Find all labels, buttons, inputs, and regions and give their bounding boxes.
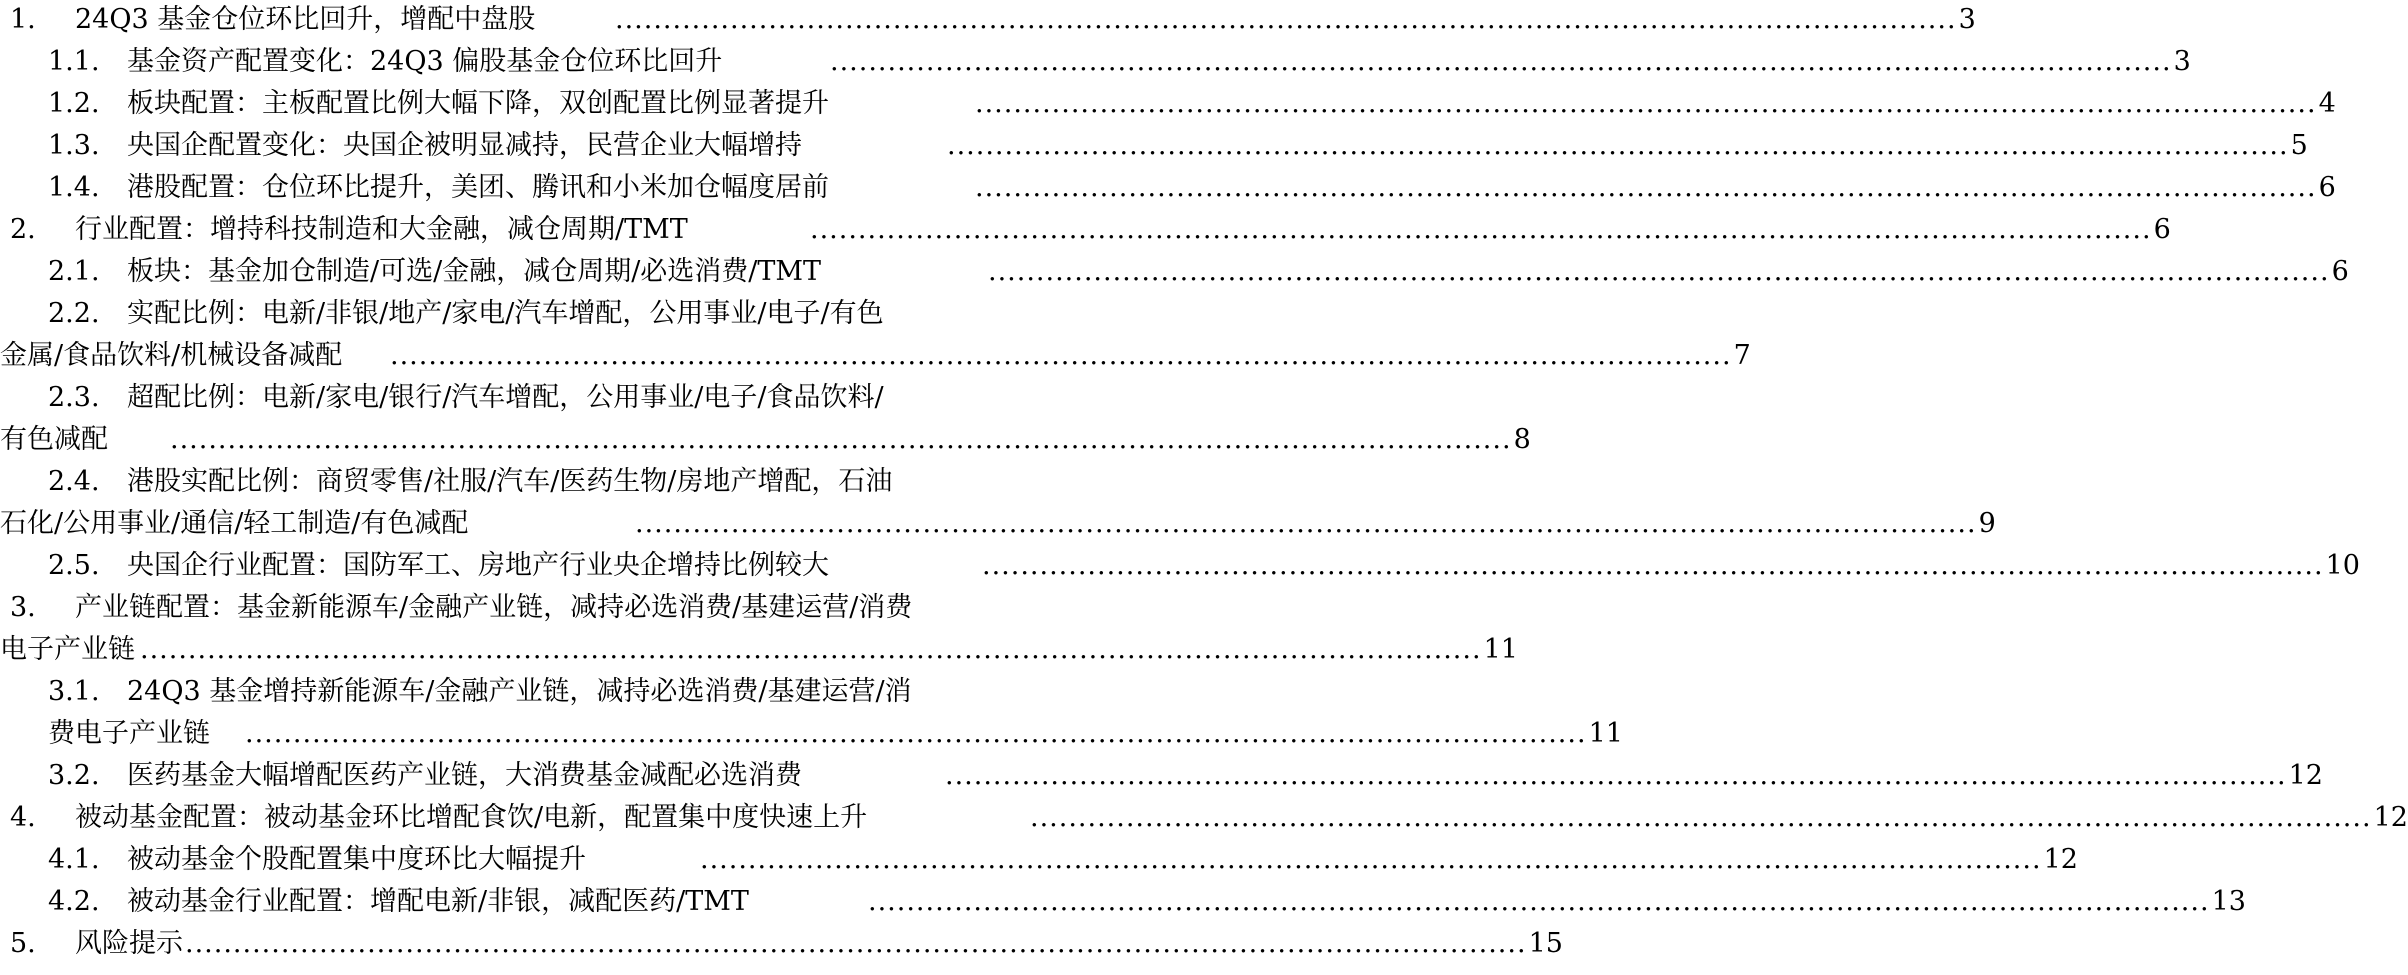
toc-title: 基金资产配置变化：24Q3 偏股基金仓位环比回升 [127, 46, 723, 77]
toc-leader-dots: ............................................................................................................................................ [988, 256, 2330, 287]
toc-entry-1-2[interactable] [0, 86, 2336, 122]
toc-leader-dots: ............................................................................................................................................ [170, 424, 1512, 455]
toc-number: 3.2. [48, 760, 100, 791]
toc-number: 1.2. [48, 88, 100, 119]
toc-title: 医药基金大幅增配医药产业链，大消费基金减配必选消费 [127, 760, 802, 791]
toc-entry-2-3[interactable] [0, 380, 1531, 458]
toc-leader-dots: ............................................................................................................................................ [1030, 802, 2372, 833]
toc-page-number: 4 [2318, 88, 2336, 119]
toc-number: 5. [10, 928, 36, 959]
toc-title: 被动基金行业配置：增配电新/非银，减配医药/TMT [127, 886, 749, 917]
toc-page-number: 12 [2288, 760, 2323, 791]
toc-number: 1.4. [48, 172, 100, 203]
toc-leader-dots: ............................................................................................................................................ [947, 130, 2289, 161]
toc-leader-dots: ............................................................................................................................................ [810, 214, 2152, 245]
toc-page-number: 8 [1513, 424, 1531, 455]
toc-entry-2-4[interactable] [0, 464, 1996, 542]
toc-number: 2.2. [48, 298, 100, 329]
toc-title: 24Q3 基金仓位环比回升，增配中盘股 [75, 4, 536, 35]
toc-entry-3-2[interactable] [0, 758, 2323, 794]
toc-number: 4. [10, 802, 36, 833]
toc-entry-2-2[interactable] [0, 296, 1751, 374]
toc-entry-4[interactable] [0, 800, 2408, 836]
toc-title: 央国企行业配置：国防军工、房地产行业央企增持比例较大 [127, 550, 829, 581]
toc-page-number: 11 [1588, 718, 1623, 749]
toc-number: 1.3. [48, 130, 100, 161]
toc-page-number: 7 [1733, 340, 1751, 371]
toc-leader-dots: ............................................................................................................................................ [245, 718, 1587, 749]
toc-leader-dots: ............................................................................................................................................ [615, 4, 1957, 35]
toc-title: 行业配置：增持科技制造和大金融，减仓周期/TMT [75, 214, 688, 245]
toc-title-continuation: 电子产业链 [0, 634, 135, 665]
toc-title: 风险提示 [75, 928, 183, 959]
toc-title: 24Q3 基金增持新能源车/金融产业链，减持必选消费/基建运营/消 [127, 676, 912, 707]
toc-leader-dots: ............................................................................................................................................ [868, 886, 2210, 917]
toc-entry-3[interactable] [0, 590, 1518, 668]
toc-leader-dots: ............................................................................................................................................ [975, 88, 2317, 119]
toc-entry-1[interactable] [0, 2, 1976, 38]
toc-number: 2.3. [48, 382, 100, 413]
toc-number: 4.1. [48, 844, 100, 875]
toc-number: 1. [10, 4, 36, 35]
toc-title: 港股配置：仓位环比提升，美团、腾讯和小米加仓幅度居前 [127, 172, 829, 203]
toc-leader-dots: ............................................................................................................................................ [982, 550, 2324, 581]
toc-leader-dots: ............................................................................................................................................ [140, 634, 1482, 665]
toc-leader-dots: ............................................................................................................................................ [700, 844, 2042, 875]
toc-number: 2.4. [48, 466, 100, 497]
toc-title-continuation: 费电子产业链 [48, 718, 210, 749]
toc-entry-3-1[interactable] [0, 674, 1623, 752]
toc-entry-2-1[interactable] [0, 254, 2349, 290]
toc-entry-1-4[interactable] [0, 170, 2336, 206]
toc-title: 板块配置：主板配置比例大幅下降，双创配置比例显著提升 [127, 88, 829, 119]
toc-leader-dots: ............................................................................................................................................ [830, 46, 2172, 77]
toc-number: 4.2. [48, 886, 100, 917]
toc-leader-dots: ............................................................................................................................................ [185, 928, 1527, 959]
toc-number: 2.1. [48, 256, 100, 287]
toc-title: 超配比例：电新/家电/银行/汽车增配，公用事业/电子/食品饮料/ [127, 382, 884, 413]
toc-page-number: 6 [2331, 256, 2349, 287]
toc-leader-dots: ............................................................................................................................................ [390, 340, 1732, 371]
toc-title: 港股实配比例：商贸零售/社服/汽车/医药生物/房地产增配，石油 [127, 466, 893, 497]
toc-page-number: 12 [2043, 844, 2078, 875]
toc-page-number: 6 [2318, 172, 2336, 203]
toc-entry-5[interactable] [0, 926, 1563, 962]
toc-page-number: 13 [2211, 886, 2246, 917]
toc-title-continuation: 有色减配 [0, 424, 108, 455]
toc-leader-dots: ............................................................................................................................................ [975, 172, 2317, 203]
toc-title: 实配比例：电新/非银/地产/家电/汽车增配，公用事业/电子/有色 [127, 298, 884, 329]
toc-title: 板块：基金加仓制造/可选/金融，减仓周期/必选消费/TMT [127, 256, 822, 287]
toc-title: 央国企配置变化：央国企被明显减持，民营企业大幅增持 [127, 130, 802, 161]
toc-entry-2-5[interactable] [0, 548, 2360, 584]
toc-entry-2[interactable] [0, 212, 2171, 248]
toc-number: 2.5. [48, 550, 100, 581]
toc-page-number: 3 [2173, 46, 2191, 77]
toc-page-number: 12 [2373, 802, 2408, 833]
toc-leader-dots: ............................................................................................................................................ [945, 760, 2287, 791]
toc-number: 3.1. [48, 676, 100, 707]
toc-number: 2. [10, 214, 36, 245]
toc-page-number: 6 [2153, 214, 2171, 245]
toc-number: 1.1. [48, 46, 100, 77]
toc-title-continuation: 石化/公用事业/通信/轻工制造/有色减配 [0, 508, 469, 539]
toc-entry-4-2[interactable] [0, 884, 2246, 920]
toc-title: 产业链配置：基金新能源车/金融产业链，减持必选消费/基建运营/消费 [75, 592, 913, 623]
toc-leader-dots: ............................................................................................................................................ [635, 508, 1977, 539]
toc-number: 3. [10, 592, 36, 623]
toc-entry-4-1[interactable] [0, 842, 2078, 878]
toc-entry-1-1[interactable] [0, 44, 2191, 80]
toc-entry-1-3[interactable] [0, 128, 2308, 164]
toc-page-number: 9 [1978, 508, 1996, 539]
toc-page-number: 10 [2325, 550, 2360, 581]
toc-page-number: 11 [1483, 634, 1518, 665]
toc-title: 被动基金配置：被动基金环比增配食饮/电新，配置集中度快速上升 [75, 802, 868, 833]
toc-page-number: 3 [1958, 4, 1976, 35]
toc-page-number: 15 [1528, 928, 1563, 959]
toc-title-continuation: 金属/食品饮料/机械设备减配 [0, 340, 343, 371]
toc-page-number: 5 [2290, 130, 2308, 161]
toc-title: 被动基金个股配置集中度环比大幅提升 [127, 844, 586, 875]
